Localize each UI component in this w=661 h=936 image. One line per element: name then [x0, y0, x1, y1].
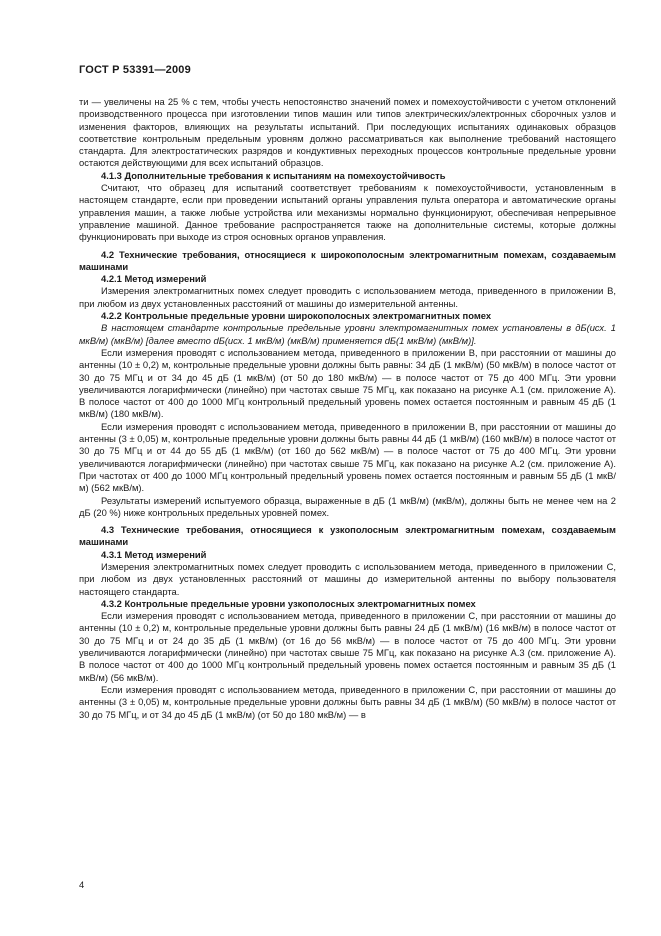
section-heading-4-3-1: 4.3.1 Метод измерений	[101, 548, 207, 560]
section-heading-4-2-2: 4.2.2 Контрольные предельные уровни широкополосных электромагнитных помех	[101, 310, 492, 322]
document-header: ГОСТ Р 53391—2009	[79, 64, 191, 76]
section-heading-4-2-1: 4.2.1 Метод измерений	[101, 273, 207, 285]
document-body	[79, 96, 616, 721]
section-heading-4-3-2: 4.3.2 Контрольные предельные уровни узкополосных электромагнитных помех	[101, 597, 476, 609]
page-number: 4	[79, 879, 85, 890]
section-heading-4-1-3: 4.1.3 Дополнительные требования к испытаниям на помехоустойчивость	[101, 169, 446, 181]
paragraph: Считают, что образец для испытаний соответствует требованиям к помехоустойчивости, установленным в настоящем стандарте, если при проведении испытаний органы управления пульта оператора и автоматические органы управления машин, а также любые устройства или механизмы нормально функционируют, обеспечивая непрерывное управление машиной. Данное требование распространяется также на дополнительные системы, которые должны функционировать при выходе из строя основных органов управления.	[79, 182, 616, 243]
paragraph-continuation: ти — увеличены на 25 % с тем, чтобы учесть непостоянство значений помех и помехоустойчивости с учетом отклонений производственного процесса при изготовлении типов машин или типов электрических/электронных сборочных узлов и изменения факторов, влияющих на результаты испытаний. При последующих испытаниях одинаковых образцов соответствие контрольным предельным уровням должно рассматриваться как выполнение требований настоящего стандарта. Для электростатических разрядов и кондуктивных переходных процессов контрольные предельные уровни остаются действующими для всех испытаний образцов.	[79, 96, 616, 169]
paragraph: Измерения электромагнитных помех следует проводить с использованием метода, приведенного в приложении С, при любом из двух установленных расстояний от машины до измерительной антенны по выбору пользователя настоящего стандарта.	[79, 560, 616, 597]
paragraph: Если измерения проводят с использованием метода, приведенного в приложении С, при расстоянии от машины до антенны (10 ± 0,2) м, контрольные предельные уровни должны быть равны 24 дБ (1 мкВ/м) (16 мкВ/м) в полосе частот от 30 до 75 МГц и от 24 до 35 дБ (1 мкВ/м) (от 16 до 56 мкВ/м) — в полосе частот от 75 до 400 МГц. Эти уровни увеличиваются логарифмически (линейно) при частотах свыше 75 МГц, как показано на рисунке А.3 (см. приложение А). В полосе частот от 400 до 1000 МГц контрольный предельный уровень помех остается постоянным и равным 35 дБ (1 мкВ/м) (56 мкВ/м).	[79, 610, 616, 683]
section-heading-4-2: 4.2 Технические требования, относящиеся к широкополосным электромагнитным помехам, создаваемым машинами	[79, 248, 616, 272]
paragraph: Если измерения проводят с использованием метода, приведенного в приложении В, при расстоянии от машины до антенны (10 ± 0,2) м, контрольные предельные уровни должны быть равны: 34 дБ (1 мкВ/м) (50 мкВ/м) в полосе частот от 30 до 75 МГц и от 34 до 45 дБ (1 мкВ/м) (от 50 до 180 мкВ/м) — в полосе частот от 75 до 400 МГц. Эти уровни увеличиваются логарифмически (линейно) при частотах свыше 75 МГц, как показано на рисунке А.1 (см. приложение А). В полосе частот от 400 до 1000 МГц контрольный предельный уровень помех остается постоянным и равным 45 дБ (1 мкВ/м) (180 мкВ/м).	[79, 346, 616, 420]
paragraph: Если измерения проводят с использованием метода, приведенного в приложении В, при расстоянии от машины до антенны (3 ± 0,05) м, контрольные предельные уровни должны быть равны 44 дБ (1 мкВ/м) (160 мкВ/м) в полосе частот от 30 до 75 МГц и от 44 до 55 дБ (1 мкВ/м) (от 160 до 562 мкВ/м) — в полосе частот от 75 до 400 МГц. Эти уровни увеличиваются логарифмически (линейно) при частотах свыше 75 МГц, как показано на рисунке А.2 (см. приложение А). При частотах от 400 до 1000 МГц контрольный предельный уровень помех остается постоянным и равным 55 дБ (1 мкВ/м) (562 мкВ/м).	[79, 420, 616, 494]
paragraph: Если измерения проводят с использованием метода, приведенного в приложении С, при расстоянии от машины до антенны (3 ± 0,05) м, контрольные предельные уровни должны быть равны 34 дБ (1 мкВ/м) (50 мкВ/м) в полосе частот от 30 до 75 МГц, и от 34 до 45 дБ (1 мкВ/м) (от 50 до 180 мкВ/м) — в	[79, 683, 616, 720]
italic-note: В настоящем стандарте контрольные предельные уровни электромагнитных помех установлены в дБ(исх. 1 мкВ/м) (мкВ/м) [далее вместо dБ(исх. 1 мкВ/м) (мкВ/м) применяется dБ(1 мкВ/м) (мкВ/м)].	[79, 322, 616, 346]
section-heading-4-3: 4.3 Технические требования, относящиеся к узкополосным электромагнитным помехам, создаваемым машинами	[79, 524, 616, 548]
paragraph: Измерения электромагнитных помех следует проводить с использованием метода, приведенного в приложении В, при любом из двух установленных расстояний от машины до измерительной антенны.	[79, 285, 616, 309]
paragraph: Результаты измерений испытуемого образца, выраженные в дБ (1 мкВ/м) (мкВ/м), должны быть не менее чем на 2 дБ (20 %) ниже контрольных предельных уровней помех.	[79, 494, 616, 518]
